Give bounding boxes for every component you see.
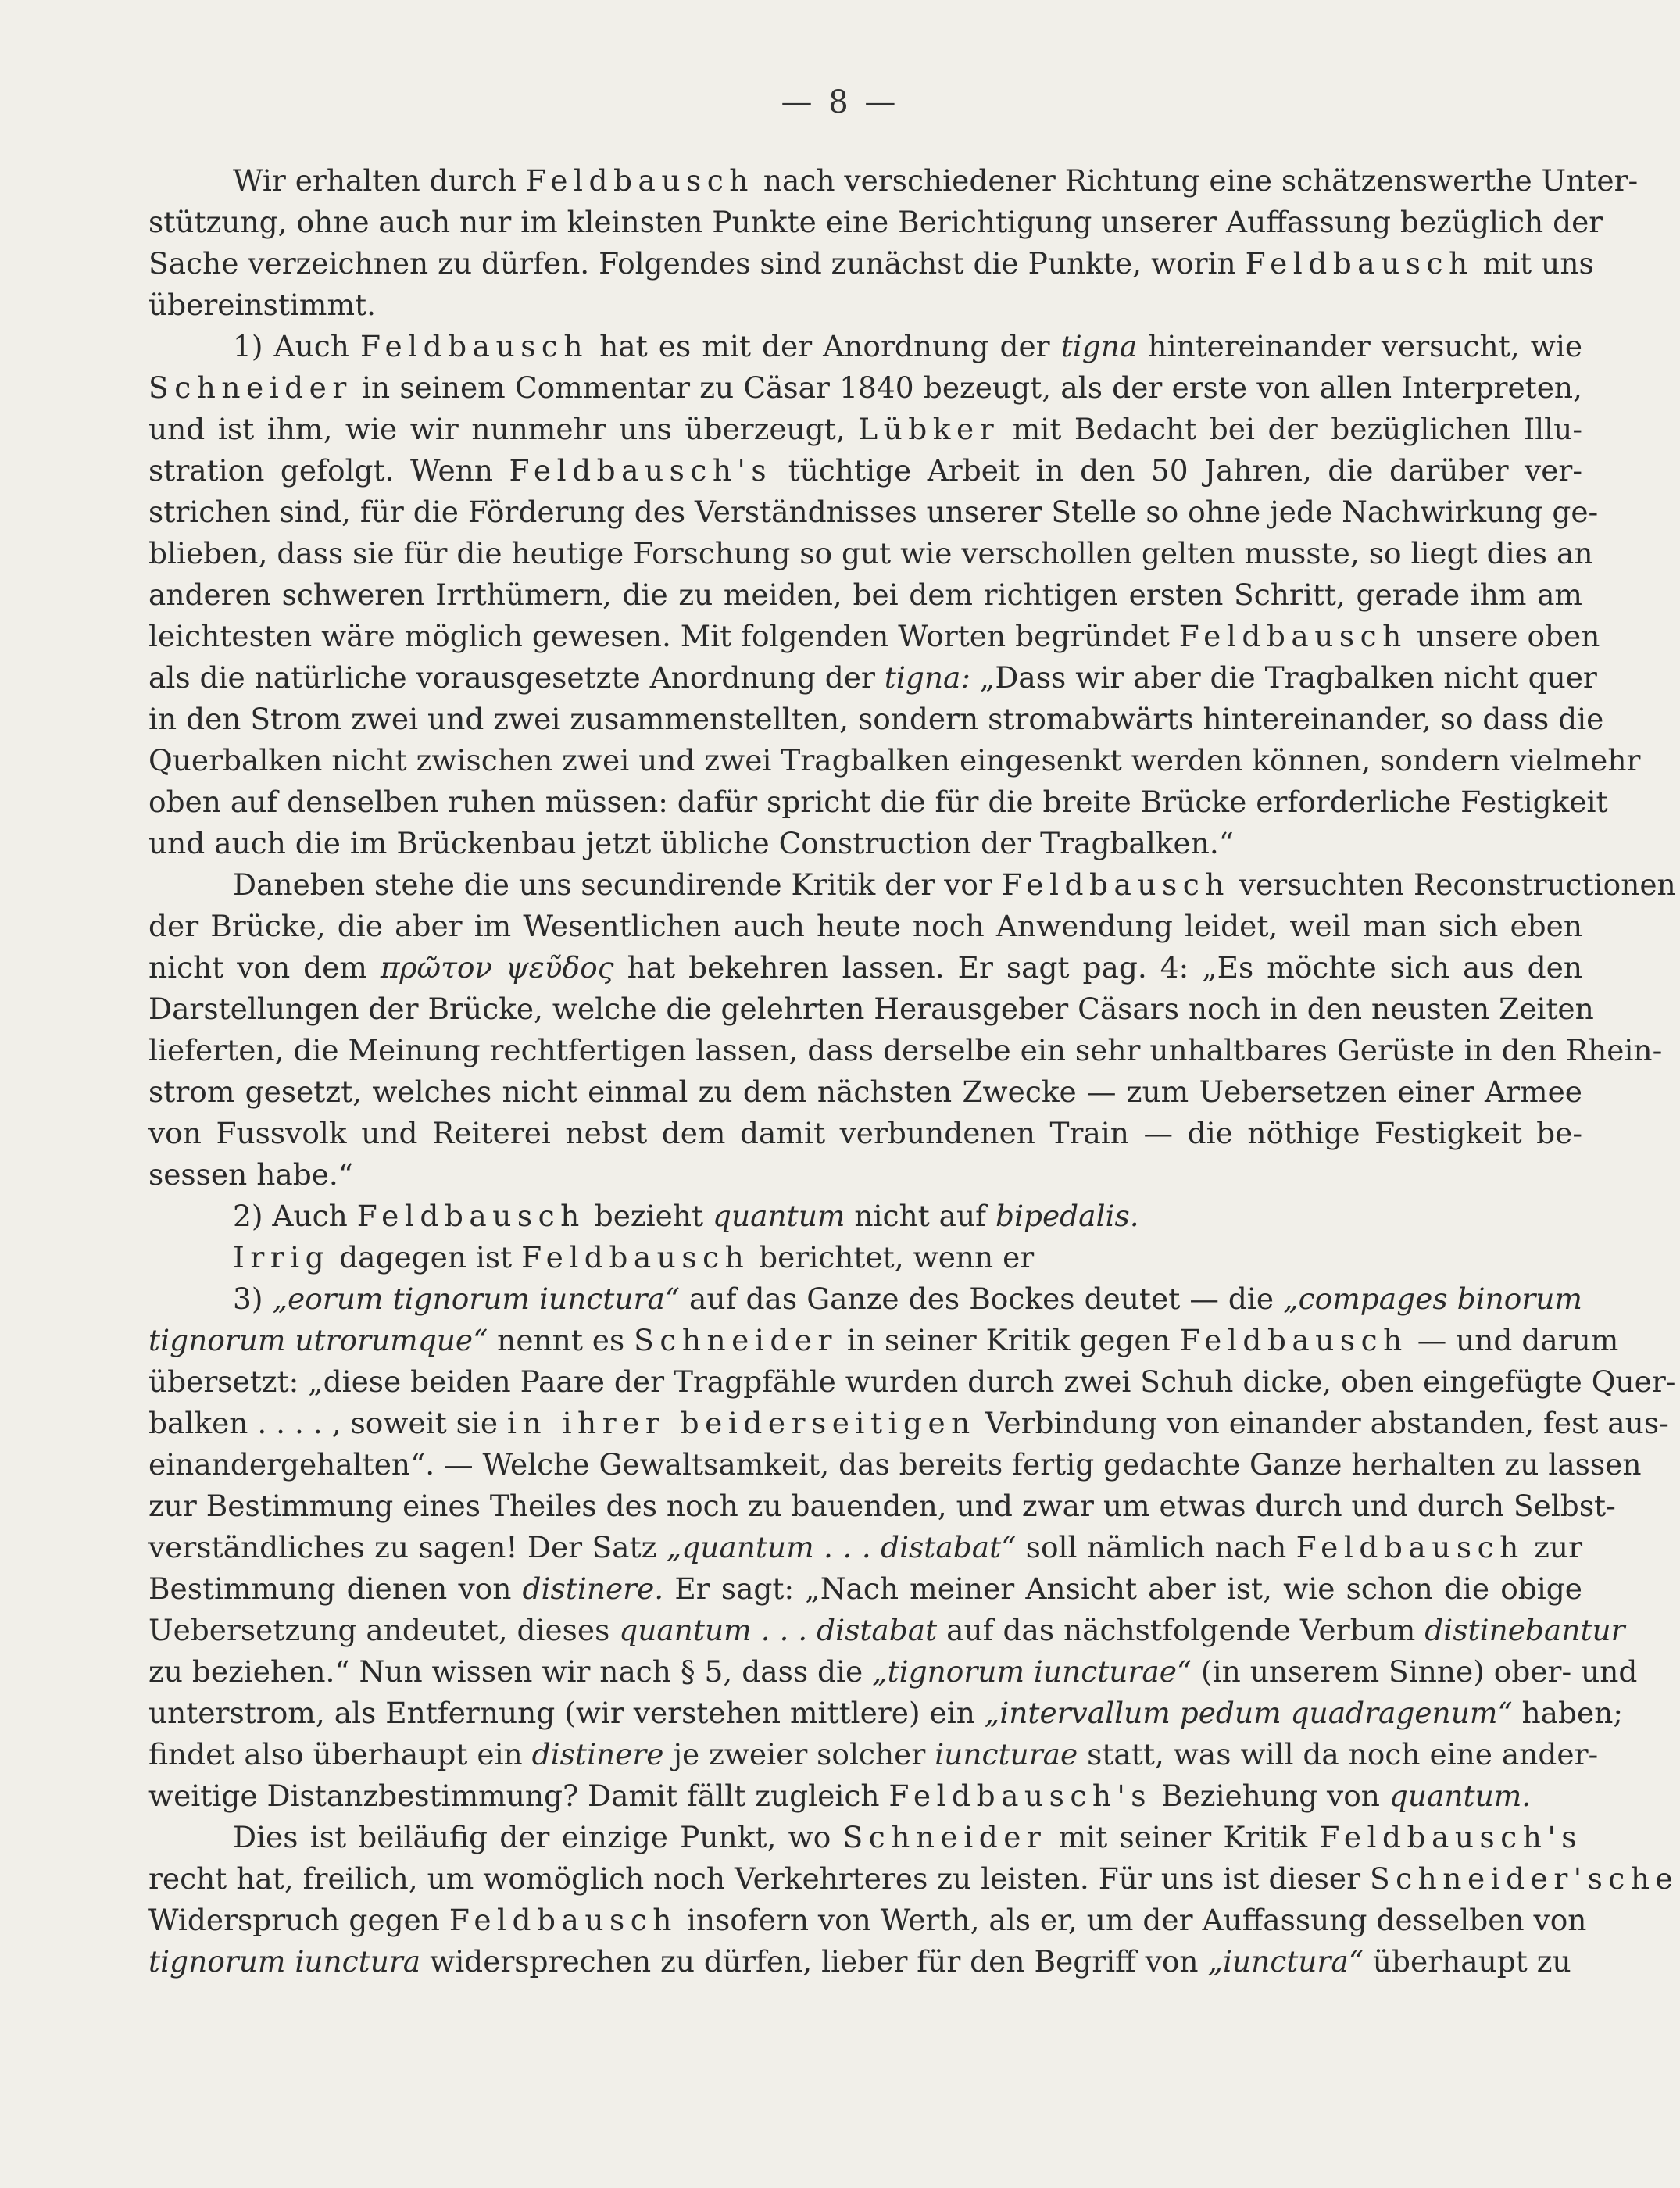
italic-term: quantum. (1389, 1779, 1532, 1813)
text-run: je zweier solcher (663, 1737, 935, 1771)
text-line (148, 1610, 1625, 1651)
spaced-name: Feldbausch (521, 1240, 750, 1275)
italic-term: „compages binorum (1283, 1282, 1582, 1316)
spaced-name: Schneider (148, 370, 352, 405)
text-line (148, 1941, 1582, 1982)
italic-term: distinere (531, 1737, 664, 1771)
text-line (148, 243, 1594, 284)
text-run: stützung, ohne auch nur im kleinsten Punkte eine Berichtigung unserer Auffassung bezüglich der (148, 205, 1603, 239)
page-number: — 8 — (781, 84, 899, 120)
text-run: leichtesten wäre möglich gewesen. Mit folgenden Worten begründet (148, 619, 1179, 653)
text-run: „Dass wir aber die Tragbalken nicht quer (970, 660, 1597, 695)
text-run: hintereinander versucht, wie (1137, 329, 1583, 363)
text-line (148, 284, 1582, 326)
text-run: zu beziehen.“ Nun wissen wir nach § 5, dass die (148, 1654, 873, 1689)
text-run: bezieht (584, 1199, 713, 1233)
text-run: insofern von Werth, als er, um der Auffassung desselben von (677, 1903, 1587, 1937)
text-run: von Fussvolk und Reiterei nebst dem damit verbundenen Train — die nöthige Festigkeit be- (148, 1116, 1582, 1150)
italic-term: tigna: (884, 660, 971, 695)
text-run: 3) (233, 1282, 273, 1316)
paragraph (148, 326, 1641, 864)
text-line (148, 1485, 1616, 1527)
paragraph (148, 1196, 1582, 1237)
italic-term: „eorum tignorum iunctura“ (272, 1282, 680, 1316)
spaced-name: Feldbausch (525, 163, 754, 198)
text-line (148, 1071, 1582, 1113)
text-run: versuchten Reconstructionen (1229, 867, 1676, 902)
text-line (148, 823, 1582, 864)
italic-term: tignorum iunctura (148, 1944, 421, 1979)
text-line (148, 1403, 1669, 1444)
text-line (148, 1196, 1582, 1237)
italic-term: quantum (713, 1199, 845, 1233)
text-line (148, 1775, 1582, 1817)
text-line (148, 1113, 1582, 1154)
spaced-name: Schneider'sche (1369, 1861, 1679, 1896)
paragraph (148, 1237, 1582, 1278)
text-line (148, 1651, 1638, 1693)
text-run: oben auf denselben ruhen müssen: dafür spricht die für die breite Brücke erforderliche Festigkeit (148, 785, 1608, 819)
italic-term: „iunctura“ (1207, 1944, 1364, 1979)
text-run: übereinstimmt. (148, 288, 377, 322)
text-run: sessen habe.“ (148, 1157, 353, 1192)
text-run: nach verschiedener Richtung eine schätzenswerthe Unter- (753, 163, 1639, 198)
spaced-name: Feldbausch (1001, 867, 1230, 902)
text-run: in seiner Kritik gegen (837, 1323, 1180, 1357)
spaced-name: Schneider (842, 1820, 1047, 1854)
text-run: übersetzt: „diese beiden Paare der Tragpfähle wurden durch zwei Schuh dicke, oben eingefügte Quer- (148, 1364, 1676, 1399)
text-line (148, 616, 1600, 657)
italic-term: bipedalis. (995, 1199, 1139, 1233)
text-run: unterstrom, als Entfernung (wir verstehen mittlere) ein (148, 1696, 985, 1730)
text-line (148, 989, 1594, 1030)
text-line (148, 906, 1582, 947)
text-line (148, 367, 1582, 409)
text-run: findet also überhaupt ein (148, 1737, 532, 1771)
text-run: Daneben stehe die uns secundirende Kritik der vor (233, 867, 1002, 902)
italic-term: tigna (1060, 329, 1138, 363)
spaced-name: Feldbausch (449, 1903, 677, 1937)
text-line (148, 202, 1603, 243)
text-run: Sache verzeichnen zu dürfen. Folgendes sind zunächst die Punkte, worin (148, 246, 1246, 281)
italic-term: „tignorum iuncturae“ (872, 1654, 1192, 1689)
text-line (148, 657, 1597, 699)
text-run: Darstellungen der Brücke, welche die gelehrten Herausgeber Cäsars noch in den neusten Zeiten (148, 992, 1594, 1026)
text-run: auf das nächstfolgende Verbum (937, 1613, 1425, 1647)
text-run: Verbindung von einander abstanden, fest aus- (975, 1406, 1669, 1440)
text-line (148, 699, 1604, 740)
spaced-name: Feldbausch (1179, 1323, 1408, 1357)
italic-term: „quantum . . . distabat“ (666, 1530, 1017, 1564)
spaced-name: Schneider (634, 1323, 838, 1357)
text-run: einandergehalten“. — Welche Gewaltsamkeit, das bereits fertig gedachte Ganze herhalten zu lassen (148, 1447, 1642, 1482)
italic-term: „intervallum pedum quadragenum“ (984, 1696, 1513, 1730)
paragraph (148, 864, 1676, 1196)
text-run: blieben, dass sie für die heutige Forschung so gut wie verschollen gelten musste, so liegt dies an (148, 536, 1593, 570)
text-run: stration gefolgt. Wenn (148, 453, 509, 488)
spaced-name: Feldbausch's (509, 453, 773, 488)
text-run: und auch die im Brückenbau jetzt übliche Construction der Tragbalken.“ (148, 826, 1234, 860)
spaced-name: Feldbausch (1296, 1530, 1525, 1564)
text-run: nicht auf (845, 1199, 995, 1233)
spaced-name: in ihrer beiderseitigen (507, 1406, 976, 1440)
text-line (148, 533, 1593, 574)
text-line (148, 781, 1608, 823)
text-run: Widerspruch gegen (148, 1903, 449, 1937)
spaced-name: Feldbausch (1178, 619, 1407, 653)
text-run: Wir erhalten durch (233, 163, 526, 198)
spaced-name: Irrig (233, 1240, 331, 1275)
text-run: zur (1524, 1530, 1582, 1564)
text-run: 1) Auch (233, 329, 361, 363)
text-line (148, 574, 1582, 616)
paragraph (148, 160, 1639, 326)
text-run: Bestimmung dienen von (148, 1571, 523, 1606)
text-run: in seinem Commentar zu Cäsar 1840 bezeugt, als der erste von allen Interpreten, (352, 370, 1582, 405)
text-line (148, 326, 1582, 367)
text-run: 2) Auch (233, 1199, 357, 1233)
text-line (148, 1030, 1663, 1071)
text-run: anderen schweren Irrthümern, die zu meiden, bei dem richtigen ersten Schritt, gerade ihm am (148, 577, 1582, 612)
text-run: überhaupt zu (1363, 1944, 1571, 1979)
text-run: nicht von dem (148, 950, 381, 985)
paragraph (148, 1817, 1679, 1982)
text-line (148, 160, 1639, 202)
text-run: und ist ihm, wie wir nunmehr uns überzeugt, (148, 412, 859, 446)
text-run: dagegen ist (330, 1240, 522, 1275)
spaced-name: Feldbausch's (888, 1779, 1153, 1813)
text-run: nennt es (488, 1323, 634, 1357)
text-line (148, 1320, 1619, 1361)
spaced-name: Lübker (858, 412, 1000, 446)
text-run: Beziehung von (1152, 1779, 1389, 1813)
text-run: auf das Ganze des Bockes deutet — die (679, 1282, 1284, 1316)
text-run: zur Bestimmung eines Theiles des noch zu bauenden, und zwar um etwas durch und durch Selbst- (148, 1489, 1616, 1523)
text-run: verständliches zu sagen! Der Satz (148, 1530, 667, 1564)
text-run: mit Bedacht bei der bezüglichen Illu- (999, 412, 1582, 446)
text-line (148, 450, 1582, 492)
text-line (148, 1154, 1582, 1196)
italic-term: tignorum utrorumque“ (148, 1323, 488, 1357)
spaced-name: Feldbausch's (1319, 1820, 1582, 1854)
text-run: soll nämlich nach (1016, 1530, 1296, 1564)
text-line (148, 492, 1599, 533)
text-run: recht hat, freilich, um womöglich noch Verkehrteres zu leisten. Für uns ist dieser (148, 1861, 1370, 1896)
text-line (148, 1444, 1642, 1485)
text-line (148, 740, 1641, 781)
text-line (148, 1361, 1676, 1403)
text-run: lieferten, die Meinung rechtfertigen lassen, dass derselbe ein sehr unhaltbares Gerüste in den Rhein- (148, 1033, 1663, 1067)
text-line (148, 864, 1676, 906)
text-run: berichtet, wenn er (749, 1240, 1035, 1275)
italic-term: iuncturae (935, 1737, 1078, 1771)
text-run: in den Strom zwei und zwei zusammenstellten, sondern stromabwärts hintereinander, so dass die (148, 702, 1604, 736)
text-run: (in unserem Sinne) ober- und (1192, 1654, 1638, 1689)
text-run: Er sagt: „Nach meiner Ansicht aber ist, wie schon die obige (663, 1571, 1582, 1606)
text-run: hat es mit der Anordnung der (588, 329, 1061, 363)
text-line (148, 1237, 1582, 1278)
text-line (148, 1817, 1582, 1858)
text-run: Dies ist beiläufig der einzige Punkt, wo (233, 1820, 843, 1854)
italic-term: distinere. (522, 1571, 664, 1606)
text-run: widersprechen zu dürfen, lieber für den Begriff von (420, 1944, 1208, 1979)
italic-term: πρῶτον ψεῦδος (380, 950, 614, 985)
text-run: strichen sind, für die Förderung des Verständnisses unserer Stelle so ohne jede Nachwirkung ge- (148, 495, 1599, 529)
text-run: — und darum (1407, 1323, 1619, 1357)
text-run: Querbalken nicht zwischen zwei und zwei Tragbalken eingesenkt werden können, sondern vielmehr (148, 743, 1641, 778)
text-run: Uebersetzung andeutet, dieses (148, 1613, 620, 1647)
text-run: haben; (1512, 1696, 1624, 1730)
text-run: hat bekehren lassen. Er sagt pag. 4: „Es möchte sich aus den (613, 950, 1582, 985)
italic-term: quantum . . . distabat (619, 1613, 938, 1647)
text-run: mit uns (1473, 246, 1594, 281)
italic-term: distinebantur (1424, 1613, 1625, 1647)
text-run: der Brücke, die aber im Wesentlichen auch heute noch Anwendung leidet, weil man sich eben (148, 909, 1582, 943)
text-line (148, 1900, 1587, 1941)
text-line (148, 1568, 1582, 1610)
text-run: balken . . . . , soweit sie (148, 1406, 507, 1440)
text-line (148, 1858, 1679, 1900)
text-line (148, 1527, 1582, 1568)
text-line (148, 947, 1582, 989)
text-run: tüchtige Arbeit in den 50 Jahren, die darüber ver- (772, 453, 1583, 488)
text-run: mit seiner Kritik (1046, 1820, 1320, 1854)
spaced-name: Feldbausch (360, 329, 589, 363)
text-line (148, 1693, 1624, 1734)
spaced-name: Feldbausch (1245, 246, 1474, 281)
text-run: strom gesetzt, welches nicht einmal zu dem nächsten Zwecke — zum Uebersetzen einer Armee (148, 1074, 1582, 1109)
text-line (148, 409, 1582, 450)
text-run: als die natürliche vorausgesetzte Anordnung der (148, 660, 885, 695)
text-run: weitige Distanzbestimmung? Damit fällt zugleich (148, 1779, 889, 1813)
body-text (148, 160, 1679, 1982)
text-line (148, 1278, 1582, 1320)
text-line (148, 1734, 1599, 1775)
spaced-name: Feldbausch (356, 1199, 585, 1233)
paragraph (148, 1278, 1676, 1817)
text-run: statt, was will da noch eine ander- (1078, 1737, 1599, 1771)
text-run: unsere oben (1407, 619, 1600, 653)
